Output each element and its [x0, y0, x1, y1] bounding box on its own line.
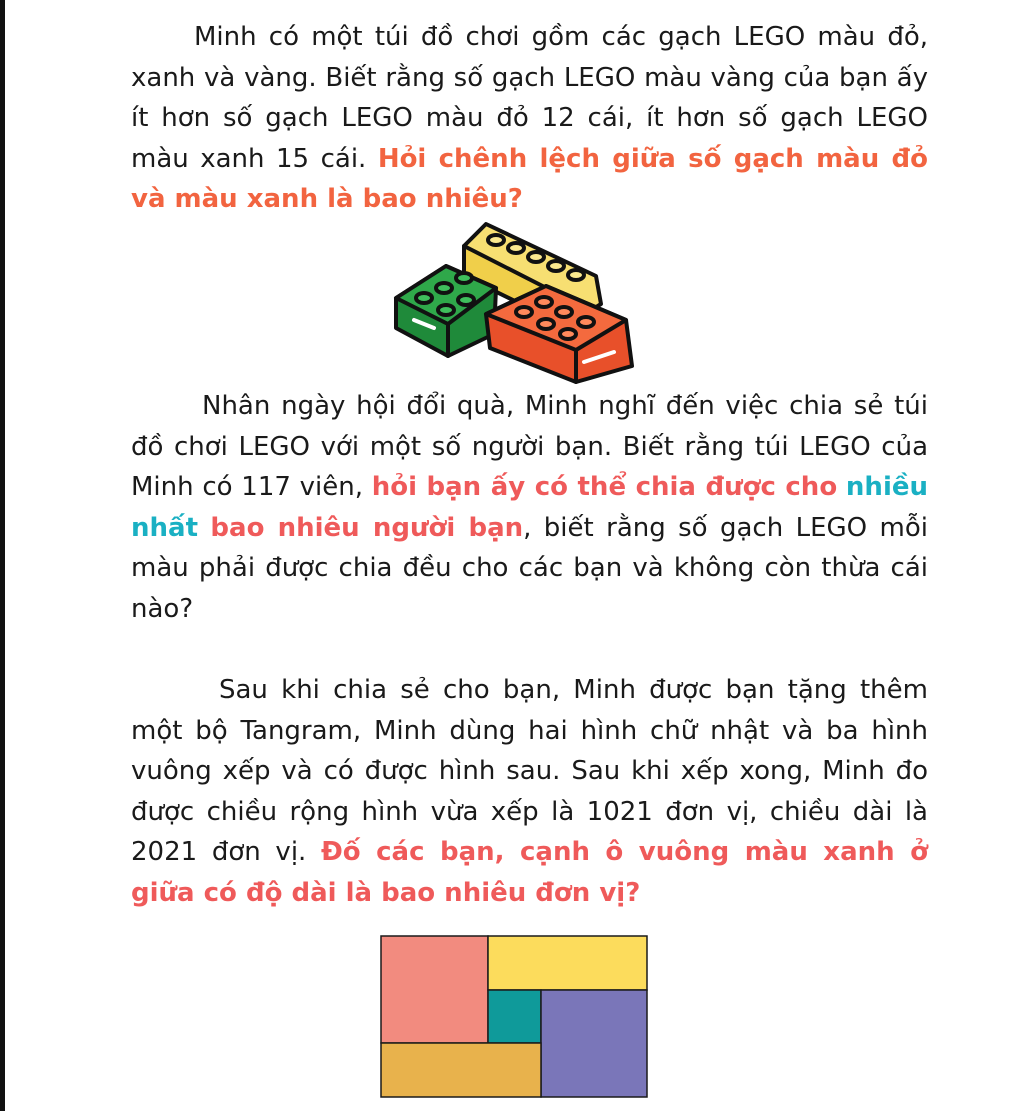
tangram-rect-bottom [381, 1043, 541, 1097]
problem-2-question-part-2: bao nhiêu người bạn [210, 512, 524, 543]
lego-bricks-icon [386, 216, 642, 386]
problem-1-question: Hỏi chênh lệch giữa số gạch màu đỏ và màu xanh là bao nhiêu? [131, 143, 928, 214]
tangram-square-left [381, 936, 488, 1043]
tangram-figure [380, 935, 648, 1098]
problem-2-question-part-1: hỏi bạn ấy có thể chia được cho [371, 472, 838, 502]
problem-3-text: Sau khi chia sẻ cho bạn, Minh được bạn tặng thêm một bộ Tangram, Minh dùng hai hình chữ nhật và ba hình vuông xếp và có được hình sau. Sau khi xếp xong, Minh đo được chiều rộng hình vừa xếp là 1021 đơn vị, chiều dài là 2021 đơn vị. [131, 675, 928, 867]
problem-1-paragraph [131, 17, 928, 220]
problem-1-text: Minh có một túi đồ chơi gồm các gạch LEGO màu đỏ, xanh và vàng. Biết rằng số gạch LEGO màu vàng của bạn ấy ít hơn số gạch LEGO màu đỏ 12 cái, ít hơn số gạch LEGO màu xanh 15 cái. [131, 22, 928, 174]
tangram-square-center [488, 990, 541, 1043]
tangram-rect-top [488, 936, 647, 990]
problem-2-tail: , biết rằng số gạch LEGO mỗi màu phải được chia đều cho các bạn và không còn thừa cái nào? [131, 512, 928, 624]
problem-2-paragraph [131, 386, 928, 629]
problem-2-question-highlight: nhiều nhất [131, 472, 928, 543]
problem-3-question: Đố các bạn, cạnh ô vuông màu xanh ở giữa có độ dài là bao nhiêu đơn vị? [131, 837, 928, 908]
tangram-square-right [541, 990, 647, 1097]
problem-3-paragraph [131, 670, 928, 913]
page-left-border [0, 0, 5, 1111]
problem-2-text: Nhân ngày hội đổi quà, Minh nghĩ đến việc chia sẻ túi đồ chơi LEGO với một số người bạn. Biết rằng túi LEGO của Minh có 117 viên, [131, 391, 928, 502]
